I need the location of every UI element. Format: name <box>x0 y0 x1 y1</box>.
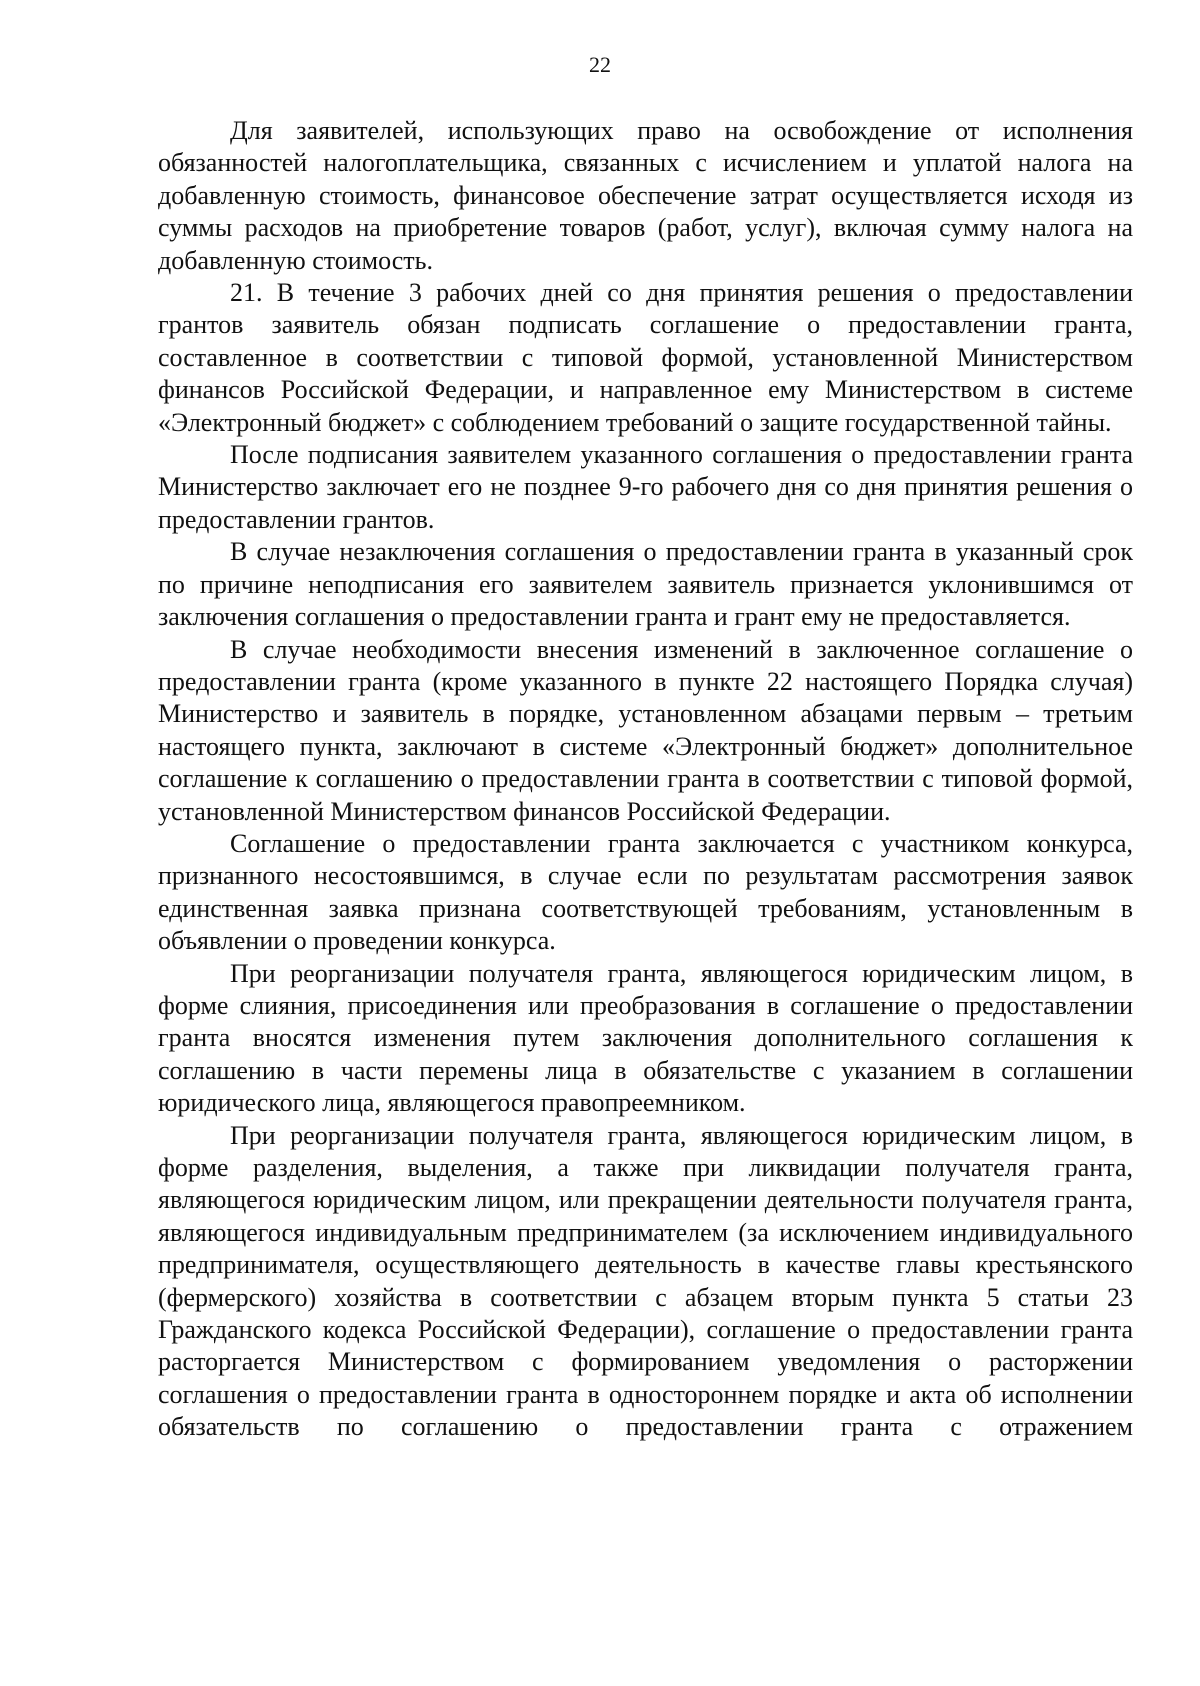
paragraph-item-21: 21. В течение 3 рабочих дней со дня принятия решения о предоставлении грантов заявитель обязан подписать соглашение о предоставлении гранта, составленное в соответствии с типовой формой, установленной Министерством финансов Российской Федерации, и направленное ему Министерством в системе «Электронный бюджет» с соблюдением требований о защите государственной тайны. <box>158 278 1133 437</box>
page-number: 22 <box>589 52 611 77</box>
document-body <box>158 115 1133 1444</box>
paragraph-reorganization-merger: При реорганизации получателя гранта, являющегося юридическим лицом, в форме слияния, присоединения или преобразования в соглашение о предоставлении гранта вносятся изменения путем заключения дополнительного соглашения к соглашению в части перемены лица в обязательстве с указанием в соглашении юридического лица, являющегося правопреемником. <box>158 958 1133 1118</box>
paragraph-reorganization-division: При реорганизации получателя гранта, являющегося юридическим лицом, в форме разделения, выделения, а также при ликвидации получателя гранта, являющегося юридическим лицом, или прекращении деятельности получателя гранта, являющегося индивидуальным предпринимателем (за исключением индивидуального предпринимателя, осуществляющего деятельность в качестве главы крестьянского (фермерского) хозяйства в соответствии с абзацем вторым пункта 5 статьи 23 Гражданского кодекса Российской Федерации), соглашение о предоставлении гранта расторгается Министерством с формированием уведомления о расторжении соглашения о предоставлении гранта в одностороннем порядке и акта об исполнении обязательств по соглашению о предоставлении гранта с отражением <box>158 1120 1133 1442</box>
paragraph-ministry-signing: После подписания заявителем указанного соглашения о предоставлении гранта Министерство заключает его не позднее 9-го рабочего дня со дня принятия решения о предоставлении грантов. <box>158 440 1133 534</box>
paragraph-failed-contest: Соглашение о предоставлении гранта заключается с участником конкурса, признанного несостоявшимся, в случае если по результатам рассмотрения заявок единственная заявка признана соответствующей требованиям, установленным в объявлении о проведении конкурса. <box>158 828 1133 956</box>
paragraph-non-conclusion: В случае незаключения соглашения о предоставлении гранта в указанный срок по причине неподписания его заявителем заявитель признается уклонившимся от заключения соглашения о предоставлении гранта и грант ему не предоставляется. <box>158 537 1133 632</box>
paragraph-vat-exemption: Для заявителей, использующих право на освобождение от исполнения обязанностей налогоплательщика, связанных с исчислением и уплатой налога на добавленную стоимость, финансовое обеспечение затрат осуществляется исходя из суммы расходов на приобретение товаров (работ, услуг), включая сумму налога на добавленную стоимость. <box>158 116 1133 275</box>
paragraph-amendments: В случае необходимости внесения изменений в заключенное соглашение о предоставлении гранта (кроме указанного в пункте 22 настоящего Порядка случая) Министерство и заявитель в порядке, установленном абзацами первым – третьим настоящего пункта, заключают в системе «Электронный бюджет» дополнительное соглашение к соглашению о предоставлении гранта в соответствии с типовой формой, установленной Министерством финансов Российской Федерации. <box>158 634 1133 826</box>
